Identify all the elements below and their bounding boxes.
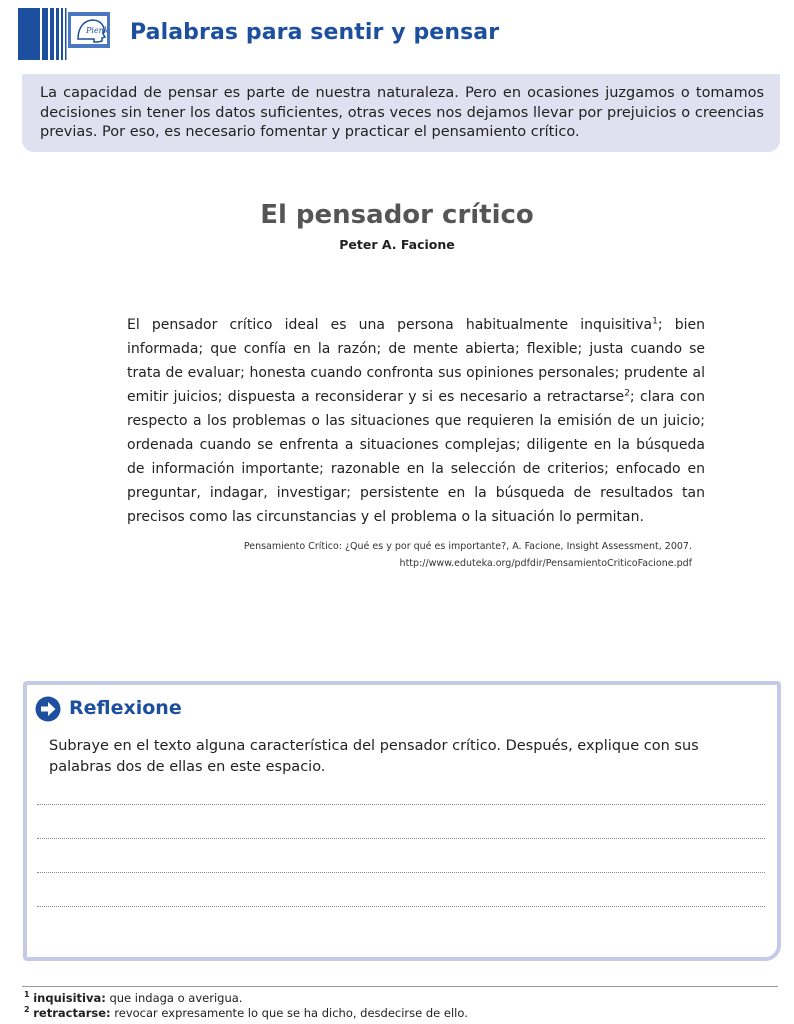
arrow-right-circle-icon bbox=[35, 696, 61, 722]
intro-text: La capacidad de pensar es parte de nuestra naturaleza. Pero en ocasiones juzgamos o tomamos decisiones sin tener los datos suficientes, otras veces nos dejamos llevar por prejuicios o creencias previas. Por eso, es necesario fomentar y practicar el pensamiento crítico. bbox=[40, 85, 764, 140]
passage-part-1: El pensador crítico ideal es una persona habitualmente inquisitiva bbox=[127, 317, 653, 333]
footnote-term: retractarse: bbox=[33, 1005, 111, 1020]
footnote-definition: que indaga o averigua. bbox=[105, 990, 243, 1005]
page-header bbox=[18, 8, 778, 60]
passage-part-3: ; clara con respecto a los problemas o las situaciones que requieren la emisión de un juicio; ordenada cuando se enfrenta a situaciones complejas; diligente en la búsqueda de información importante; razonable en la selección de criterios; enfocado en preguntar, indagar, investigar; persistente en la búsqueda de resultados tan precisos como las circunstancias y el problema o la situación lo permitan. bbox=[127, 389, 705, 525]
reflection-instruction: Subraye en el texto alguna característica del pensador crítico. Después, explique con sus palabras dos de ellas en este espacio. bbox=[49, 738, 699, 775]
answer-line[interactable] bbox=[37, 906, 765, 907]
answer-line[interactable] bbox=[37, 804, 765, 805]
footnote-definition: revocar expresamente lo que se ha dicho, desdecirse de ello. bbox=[110, 1005, 468, 1020]
footnote-ref-1: 1 bbox=[652, 316, 658, 327]
footnote-ref-2: 2 bbox=[624, 388, 630, 399]
document-author: Peter A. Facione bbox=[339, 237, 455, 252]
reading-passage bbox=[127, 313, 705, 529]
passage-part-2: ; bien informada; que confía en la razón; de mente abierta; flexible; justa cuando se trata de evaluar; honesta cuando confronta sus opiniones personales; prudente al emitir juicios; dispuesta a reconsiderar y si es necesario a retractarse bbox=[127, 317, 706, 405]
answer-line[interactable] bbox=[37, 838, 765, 839]
reflection-title: Reflexione bbox=[69, 697, 182, 719]
footnote-number: 2 bbox=[24, 1005, 30, 1014]
section-title: Palabras para sentir y pensar bbox=[130, 20, 500, 45]
document-title: El pensador crítico bbox=[260, 200, 534, 230]
intro-panel bbox=[22, 74, 780, 152]
profile-book-logo-icon bbox=[18, 8, 118, 60]
answer-line[interactable] bbox=[37, 872, 765, 873]
footnote-number: 1 bbox=[24, 990, 30, 999]
citation-url: http://www.eduteka.org/pdfdir/PensamientoCriticoFacione.pdf bbox=[399, 558, 692, 569]
reflection-box bbox=[23, 681, 781, 961]
svg-text:Pienk: Pienk bbox=[86, 26, 109, 35]
citation-source: Pensamiento Crítico: ¿Qué es y por qué es importante?, A. Facione, Insight Assessment, 2007. bbox=[243, 541, 692, 552]
footnote-2 bbox=[24, 1005, 468, 1020]
footnote-divider bbox=[22, 986, 778, 987]
footnote-1 bbox=[24, 990, 242, 1005]
footnote-term: inquisitiva: bbox=[33, 990, 106, 1005]
